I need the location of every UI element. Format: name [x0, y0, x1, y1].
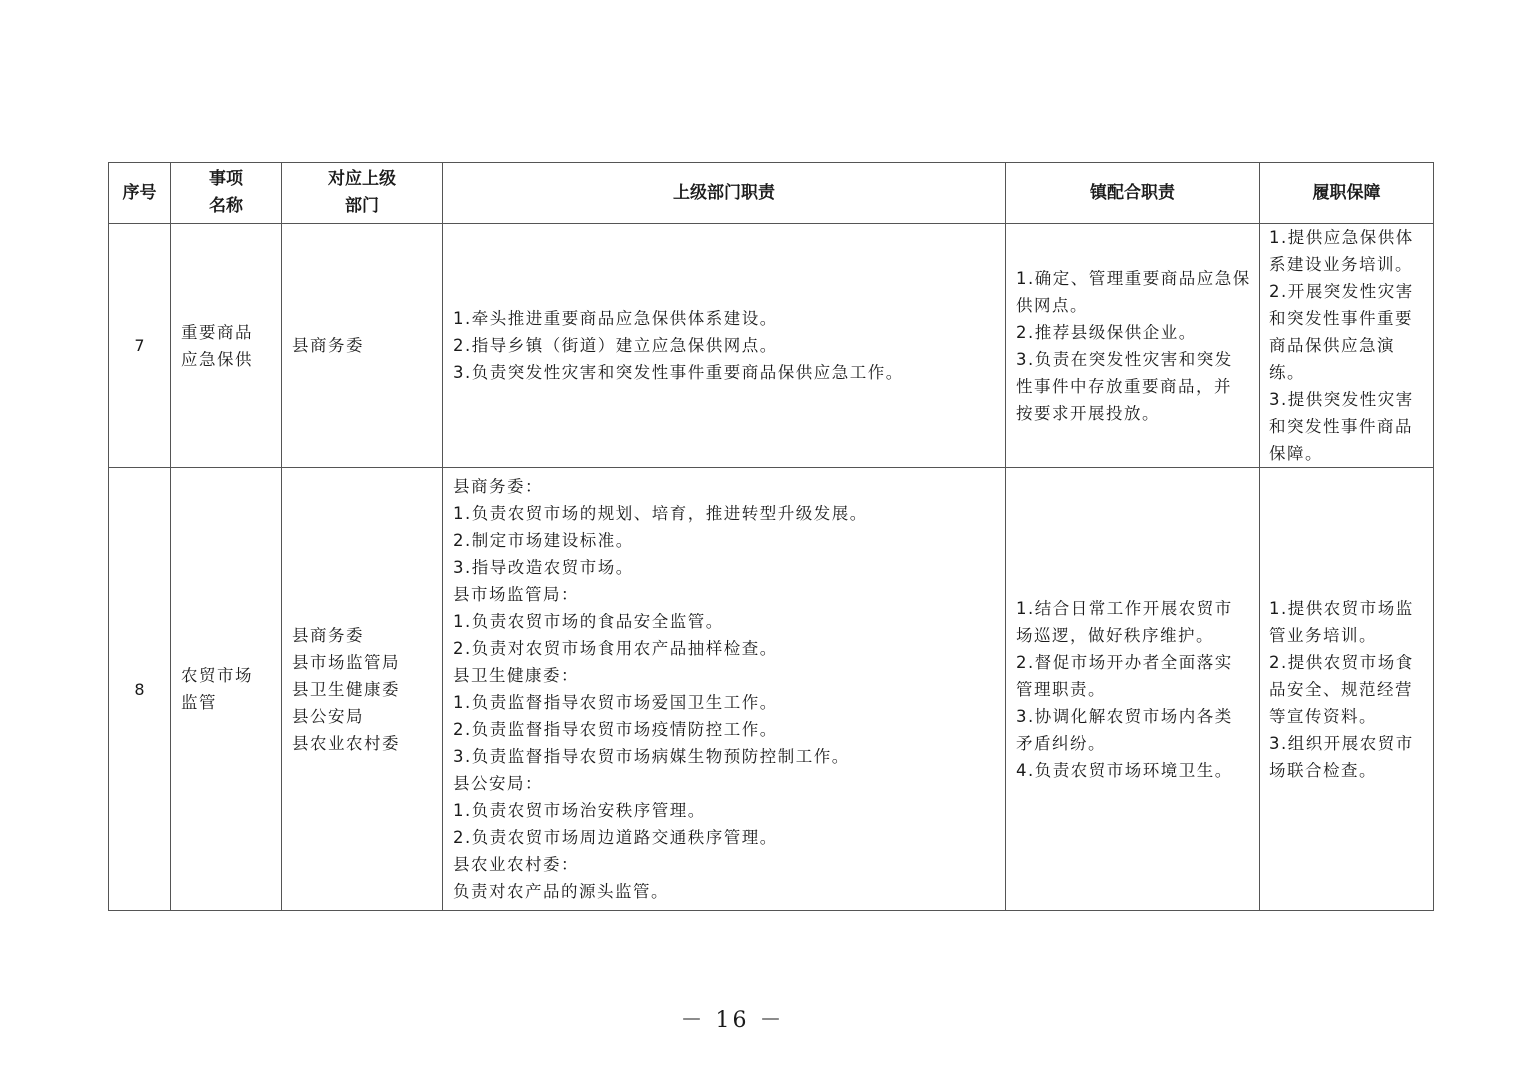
row-superior-dept: 县商务委 县市场监管局 县卫生健康委 县公安局 县农业农村委: [282, 468, 443, 911]
table-row: [109, 224, 1434, 468]
row-item-name: 重要商品 应急保供: [171, 224, 282, 468]
header-guarantee: 履职保障: [1260, 163, 1434, 224]
header-row: [109, 163, 1434, 224]
row-superior-duty: 1.牵头推进重要商品应急保供体系建设。 2.指导乡镇（街道）建立应急保供网点。 3.负责突发性灾害和突发性事件重要商品保供应急工作。: [443, 224, 1006, 468]
header-superior-dept: 对应上级 部门: [282, 163, 443, 224]
row-item-name: 农贸市场 监管: [171, 468, 282, 911]
row-town-duty: 1.结合日常工作开展农贸市 场巡逻，做好秩序维护。 2.督促市场开办者全面落实 管理职责。 3.协调化解农贸市场内各类 矛盾纠纷。 4.负责农贸市场环境卫生。: [1006, 468, 1260, 911]
header-superior-duty: 上级部门职责: [443, 163, 1006, 224]
header-seq: 序号: [109, 163, 171, 224]
header-item-name: 事项 名称: [171, 163, 282, 224]
row-seq: 8: [109, 468, 171, 911]
row-guarantee: 1.提供农贸市场监 管业务培训。 2.提供农贸市场食 品安全、规范经营 等宣传资料。 3.组织开展农贸市 场联合检查。: [1260, 468, 1434, 911]
row-superior-duty: 县商务委： 1.负责农贸市场的规划、培育，推进转型升级发展。 2.制定市场建设标准。 3.指导改造农贸市场。 县市场监管局： 1.负责农贸市场的食品安全监管。 2.负责对农贸市场食用农产品抽样检查。 县卫生健康委： 1.负责监督指导农贸市场爱国卫生工作。 2.负责监督指导农贸市场疫情防控工作。 3.负责监督指导农贸市场病媒生物预防控制工作。 县公安局： 1.负责农贸市场治安秩序管理。 2.负责农贸市场周边道路交通秩序管理。 县农业农村委： 负责对农产品的源头监管。: [443, 468, 1006, 911]
table-row: [109, 468, 1434, 911]
header-town-duty: 镇配合职责: [1006, 163, 1260, 224]
row-guarantee: 1.提供应急保供体 系建设业务培训。 2.开展突发性灾害 和突发性事件重要 商品保供应急演 练。 3.提供突发性灾害 和突发性事件商品 保障。: [1260, 224, 1434, 468]
row-seq: 7: [109, 224, 171, 468]
duty-table: [108, 162, 1434, 911]
page-number: － 16 －: [680, 1008, 785, 1033]
row-superior-dept: 县商务委: [282, 224, 443, 468]
row-town-duty: 1.确定、管理重要商品应急保 供网点。 2.推荐县级保供企业。 3.负责在突发性灾害和突发 性事件中存放重要商品，并 按要求开展投放。: [1006, 224, 1260, 468]
